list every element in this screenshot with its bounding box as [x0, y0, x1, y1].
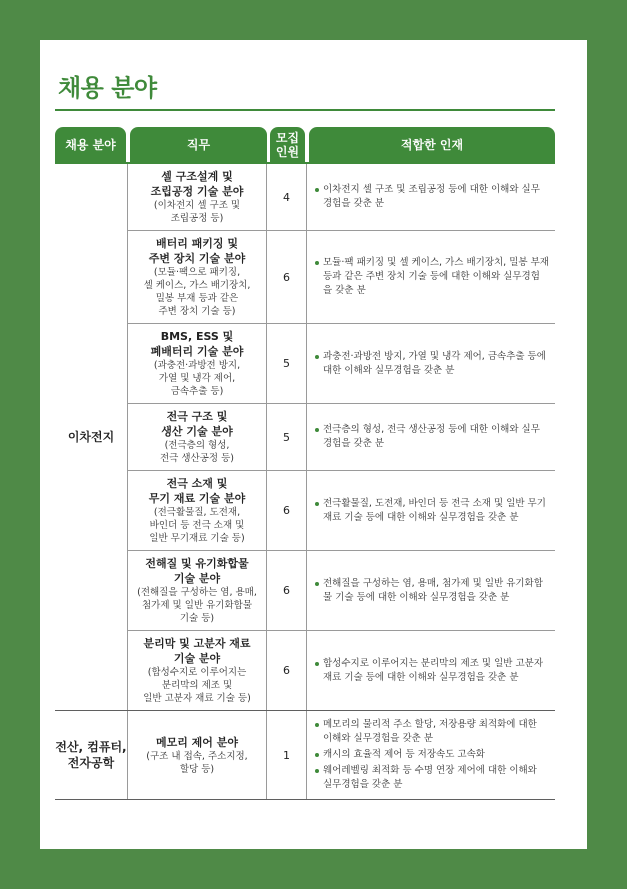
- job-description: (합성수지로 이루어지는 분리막의 제조 및 일반 고분자 재료 기술 등): [143, 667, 251, 704]
- table-row: [128, 711, 555, 799]
- table-row: [128, 323, 555, 403]
- recruitment-table: [55, 127, 555, 800]
- table-row: [128, 230, 555, 323]
- header-talent-label: 적합한 인재: [400, 137, 464, 152]
- headcount-cell: 5: [267, 404, 307, 470]
- job-cell: [128, 711, 267, 799]
- job-description: (전극층의 형성, 전극 생산공정 등): [160, 440, 234, 464]
- talent-cell: [307, 551, 555, 630]
- job-name: 배터리 패키징 및 주변 장치 기술 분야: [148, 237, 246, 265]
- talent-bullet: 메모리의 물리적 주소 할당, 저장용량 최적화에 대한 이해와 실무경험을 갖춘 분: [315, 718, 549, 746]
- job-description: (구조 내 접속, 주소지정, 할당 등): [146, 750, 248, 775]
- header-field: [55, 127, 126, 162]
- table-row: [128, 550, 555, 630]
- job-description: (과충전·과방전 방지, 가열 및 냉각 제어, 금속추출 등): [153, 360, 241, 397]
- talent-cell: [307, 164, 555, 230]
- field-label: 이차전지: [55, 164, 128, 710]
- field-group: [55, 711, 555, 800]
- header-job-label: 직무: [186, 137, 211, 152]
- talent-bullet: 웨어레벨링 최적화 등 수명 연장 제어에 대한 이해와 실무경험을 갖춘 분: [315, 764, 549, 792]
- job-description: (이차전지 셀 구조 및 조립공정 등): [153, 200, 241, 224]
- title-divider: [55, 109, 555, 111]
- headcount-cell: 6: [267, 471, 307, 550]
- talent-bullet: 전극층의 형성, 전극 생산공정 등에 대한 이해와 실무경험을 갖춘 분: [315, 423, 549, 451]
- talent-bullet: 과충전·과방전 방지, 가열 및 냉각 제어, 금속추출 등에 대한 이해와 실무경험을 갖춘 분: [315, 350, 549, 378]
- talent-bullet: 모듈·팩 패키징 및 셀 케이스, 가스 배기장치, 밀봉 부재 등과 같은 주변 장치 기술 등에 대한 이해와 실무경험을 갖춘 분: [315, 256, 549, 298]
- header-job: [130, 127, 267, 162]
- job-description: (전해질을 구성하는 염, 용매, 첨가제 및 일반 유기화합물 기술 등): [137, 587, 257, 624]
- field-group: [55, 164, 555, 711]
- table-row: [128, 403, 555, 470]
- job-name: 전극 구조 및 생산 기술 분야: [161, 410, 233, 438]
- job-description: (모듈·팩으로 패키징, 셀 케이스, 가스 배기장치, 밀봉 부재 등과 같은 주변 장치 기술 등): [143, 267, 251, 317]
- header-count-label: 모집 인원: [275, 130, 300, 159]
- talent-bullet: 캐시의 효율적 제어 등 저장속도 고속화: [315, 748, 549, 762]
- job-cell: [128, 164, 267, 230]
- table-row: [128, 164, 555, 230]
- job-name: 메모리 제어 분야: [155, 735, 239, 749]
- talent-bullet: 합성수지로 이루어지는 분리막의 제조 및 일반 고분자 재료 기술 등에 대한 이해와 실무경험을 갖춘 분: [315, 657, 549, 685]
- job-cell: [128, 404, 267, 470]
- table-header: [55, 127, 555, 164]
- headcount-cell: 6: [267, 551, 307, 630]
- job-cell: [128, 471, 267, 550]
- talent-cell: [307, 324, 555, 403]
- field-label: 전산, 컴퓨터, 전자공학: [55, 711, 128, 799]
- talent-cell: [307, 631, 555, 710]
- job-name: 셀 구조설계 및 조립공정 기술 분야: [150, 170, 244, 198]
- talent-cell: [307, 471, 555, 550]
- headcount-cell: 5: [267, 324, 307, 403]
- talent-cell: [307, 711, 555, 799]
- talent-bullet: 전해질을 구성하는 염, 용매, 첨가제 및 일반 유기화합물 기술 등에 대한 이해와 실무경험을 갖춘 분: [315, 577, 549, 605]
- header-talent: [309, 127, 555, 162]
- talent-cell: [307, 231, 555, 323]
- header-count: [270, 127, 305, 162]
- job-name: 전해질 및 유기화합물 기술 분야: [145, 557, 249, 585]
- job-cell: [128, 551, 267, 630]
- talent-cell: [307, 404, 555, 470]
- page-title: 채용 분야: [58, 74, 157, 102]
- table-body: [55, 164, 555, 800]
- talent-bullet: 전극활물질, 도전재, 바인더 등 전극 소재 및 일반 무기재료 기술 등에 대한 이해와 실무경험을 갖춘 분: [315, 497, 549, 525]
- header-field-label: 채용 분야: [65, 137, 116, 152]
- job-name: 분리막 및 고분자 재료 기술 분야: [143, 637, 251, 665]
- job-cell: [128, 324, 267, 403]
- talent-bullet: 이차전지 셀 구조 및 조립공정 등에 대한 이해와 실무경험을 갖춘 분: [315, 183, 549, 211]
- job-cell: [128, 231, 267, 323]
- table-row: [128, 630, 555, 710]
- job-cell: [128, 631, 267, 710]
- headcount-cell: 6: [267, 631, 307, 710]
- job-description: (전극활물질, 도전재, 바인더 등 전극 소재 및 일반 무기재료 기술 등): [149, 507, 245, 544]
- job-name: 전극 소재 및 무기 재료 기술 분야: [148, 477, 246, 505]
- headcount-cell: 1: [267, 711, 307, 799]
- table-row: [128, 470, 555, 550]
- headcount-cell: 4: [267, 164, 307, 230]
- headcount-cell: 6: [267, 231, 307, 323]
- document-page: [40, 40, 587, 849]
- job-name: BMS, ESS 및 폐배터리 기술 분야: [150, 330, 244, 358]
